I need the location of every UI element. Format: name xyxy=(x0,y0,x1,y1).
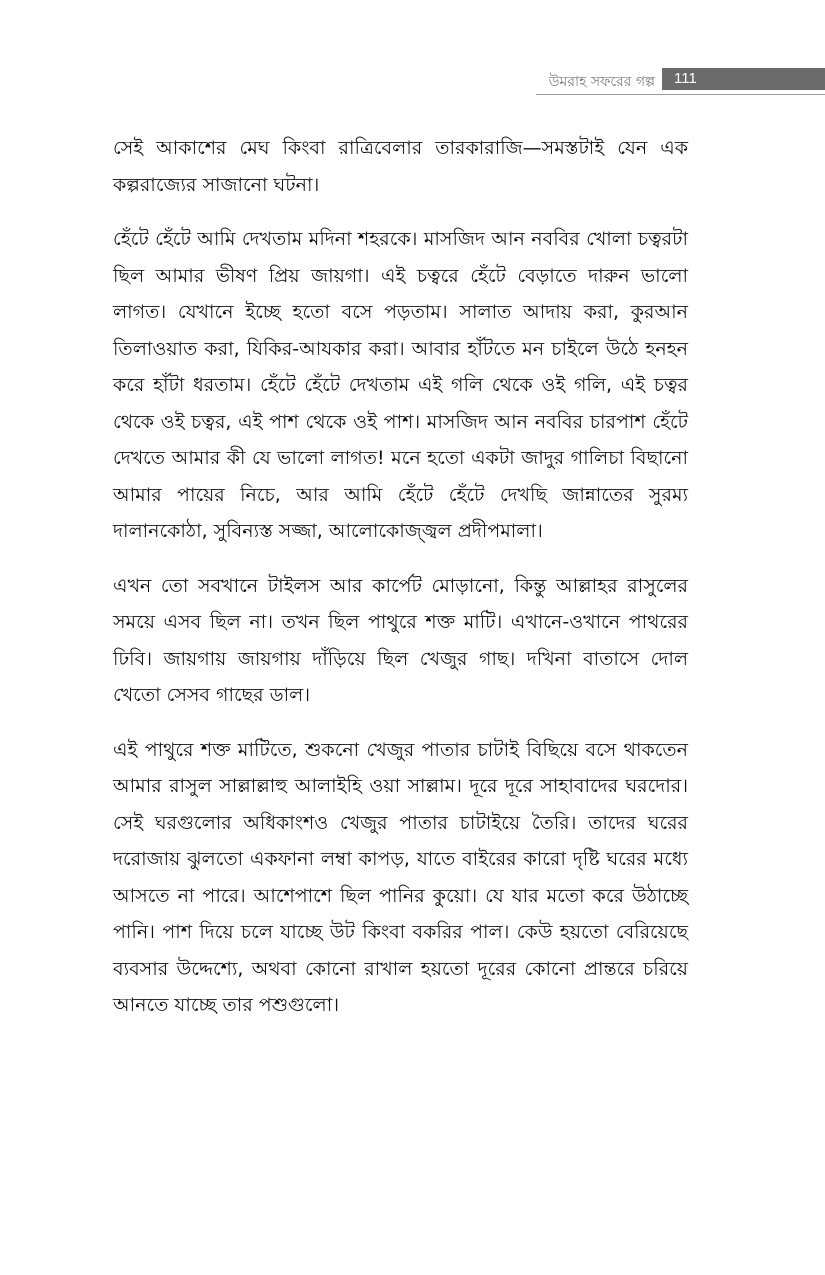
paragraph-2: হেঁটে হেঁটে আমি দেখতাম মদিনা শহরকে। মাসজিদ আন নববির খোলা চত্বরটা ছিল আমার ভীষণ প্রিয় জায়গা। এই চত্বরে হেঁটে বেড়াতে দারুন ভালো লাগত। যেখানে ইচ্ছে হতো বসে পড়তাম। সালাত আদায় করা, কুরআন তিলাওয়াত করা, যিকির-আযকার করা। আবার হাঁটতে মন চাইলে উঠে হনহন করে হাঁটা ধরতাম। হেঁটে হেঁটে দেখতাম এই গলি থেকে ওই গলি, এই চত্বর থেকে ওই চত্বর, এই পাশ থেকে ওই পাশ। মাসজিদ আন নববির চারপাশ হেঁটে দেখতে আমার কী যে ভালো লাগত! মনে হতো একটা জাদুর গালিচা বিছানো আমার পায়ের নিচে, আর আমি হেঁটে হেঁটে দেখছি জান্নাতের সুরম্য দালানকোঠা, সুবিন্যস্ত সজ্জা, আলোকোজ্জ্বল প্রদীপমালা। xyxy=(113,228,688,542)
page-body xyxy=(113,130,688,1042)
page-number-bar xyxy=(662,68,825,90)
book-title: উমরাহ সফরের গল্প xyxy=(548,74,655,90)
page-number: 111 xyxy=(674,70,697,87)
header-rule xyxy=(536,94,825,95)
paragraph-1: সেই আকাশের মেঘ কিংবা রাত্রিবেলার তারকারাজি—সমস্তটাই যেন এক কল্পরাজ্যের সাজানো ঘটনা। xyxy=(113,137,688,196)
running-header xyxy=(536,66,825,96)
paragraph-4: এই পাথুরে শক্ত মাটিতে, শুকনো খেজুর পাতার চাটাই বিছিয়ে বসে থাকতেন আমার রাসুল সাল্লাল্লাহু আলাইহি ওয়া সাল্লাম। দূরে দূরে সাহাবাদের ঘরদোর। সেই ঘরগুলোর অধিকাংশও খেজুর পাতার চাটাইয়ে তৈরি। তাদের ঘরের দরোজায় ঝুলতো একফানা লম্বা কাপড়, যাতে বাইরের কারো দৃষ্টি ঘরের মধ্যে আসতে না পারে। আশেপাশে ছিল পানির কুয়ো। যে যার মতো করে উঠাচ্ছে পানি। পাশ দিয়ে চলে যাচ্ছে উট কিংবা বকরির পাল। কেউ হয়তো বেরিয়েছে ব্যবসার উদ্দেশ্যে, অথবা কোনো রাখাল হয়তো দূরের কোনো প্রান্তরে চরিয়ে আনতে যাচ্ছে তার পশুগুলো। xyxy=(113,738,688,1016)
paragraph-3: এখন তো সবখানে টাইলস আর কার্পেট মোড়ানো, কিন্তু আল্লাহর রাসুলের সময়ে এসব ছিল না। তখন ছিল পাথুরে শক্ত মাটি। এখানে-ওখানে পাথরের ঢিবি। জায়গায় জায়গায় দাঁড়িয়ে ছিল খেজুর গাছ। দখিনা বাতাসে দোল খেতো সেসব গাছের ডাল। xyxy=(113,574,688,706)
